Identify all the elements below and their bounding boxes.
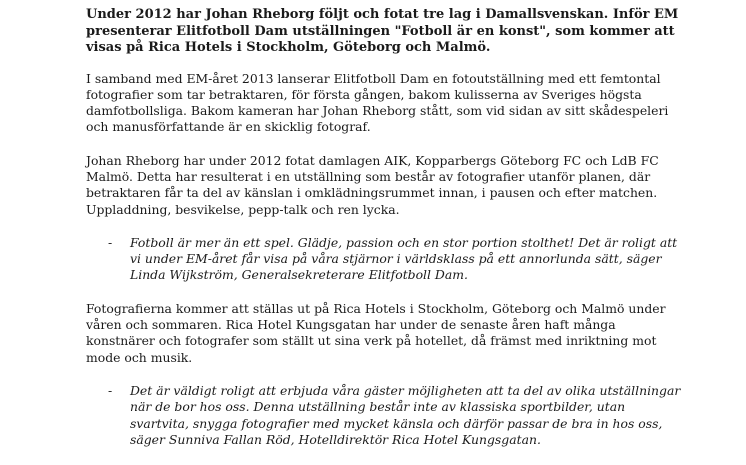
bullet-dash: - [108,382,113,398]
quote-1 [86,235,686,284]
body-paragraph-2: Johan Rheborg har under 2012 fotat damlagen AIK, Kopparbergs Göteborg FC och LdB FC Malmö. Detta har resulterat i en utställning som består av fotografier utanför planen, där betraktaren får ta del av känslan i omklädningsrummet innan, i pausen och efter matchen. Uppladdning, besvikelse, pepp-talk och ren lycka. [86,152,659,217]
quote-text-2: Det är väldigt roligt att erbjuda våra gäster möjligheten att ta del av olika utställningar när de bor hos oss. Denna utställning består inte av klassiska sportbilder, utan svartvita, snygga fotografier med mycket känsla och därför passar de bra in hos oss, säger Sunniva Fallan Röd, Hotelldirektör Rica Hotel Kungsgatan. [130,382,681,447]
quote-2 [86,383,686,448]
document-page [86,7,686,465]
body-paragraph-3: Fotografierna kommer att ställas ut på Rica Hotels i Stockholm, Göteborg och Malmö under våren och sommaren. Rica Hotel Kungsgatan har under de senaste åren haft många konstnärer och fotografer som ställt ut sina verk på hotellet, då främst med inriktning mot mode och musik. [86,300,666,365]
bullet-dash: - [108,234,113,250]
body-paragraph-1: I samband med EM-året 2013 lanserar Elitfotboll Dam en fotoutställning med ett femtontal fotografier som tar betraktaren, för första gången, bakom kulisserna av Sveriges högsta damfotbollsliga. Bakom kameran har Johan Rheborg stått, som vid sidan av sitt skådespeleri och manusförfattande är en skicklig fotograf. [86,70,669,135]
quote-text-1: Fotboll är mer än ett spel. Glädje, passion och en stor portion stolthet! Det är roligt att vi under EM-året får visa på våra stjärnor i världsklass på ett annorlunda sätt, säger Linda Wijkström, Generalsekreterare Elitfotboll Dam. [130,234,678,283]
lead-paragraph: Under 2012 har Johan Rheborg följt och fotat tre lag i Damallsvenskan. Inför EM presenterar Elitfotboll Dam utställningen "Fotboll är en konst", som kommer att visas på Rica Hotels i Stockholm, Göteborg och Malmö. [86,7,679,55]
